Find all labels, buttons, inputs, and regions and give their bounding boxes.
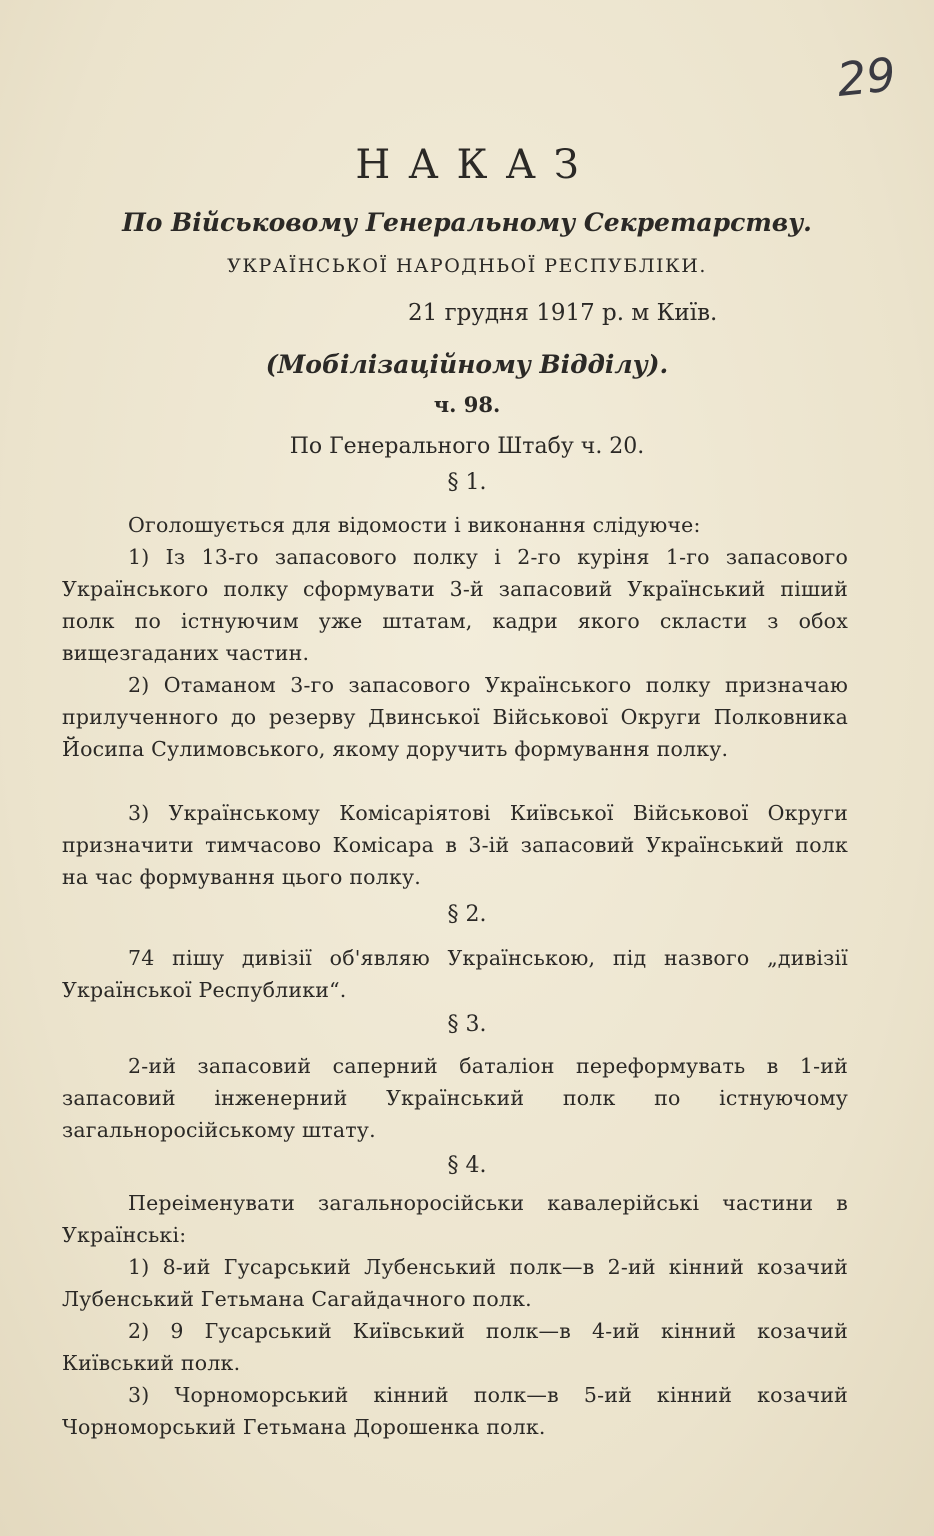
department: (Мобілізаційному Відділу). xyxy=(265,350,669,379)
paragraph: 3) Українському Комісаріятові Київської Військової Округи призначити тимчасово Комісара в 3-ій запасовий Український полк на час формування цього полку. xyxy=(62,801,848,889)
paragraph: Переіменувати загальноросійськи кавалерійські частини в Українські: xyxy=(62,1191,848,1247)
paragraph: 1) 8-ий Гусарський Лубенський полк—в 2-ий кінний козачий Лубенський Гетьмана Сагайдачного полк. xyxy=(62,1255,848,1311)
republic-name: УКРАЇНСЬКОЇ НАРОДНЬОЇ РЕСПУБЛІКИ. xyxy=(227,255,707,277)
issuing-body: По Військовому Генеральному Секретарству. xyxy=(122,208,812,237)
section-sign: § 3. xyxy=(447,1012,487,1037)
staff-order-number: По Генерального Штабу ч. 20. xyxy=(289,434,645,459)
section-sign: § 4. xyxy=(447,1153,487,1178)
paragraph: 1) Із 13-го запасового полку і 2-го куріня 1-го запасового Українського полку сформувати 3-й запасовий Український піший полк по істнуючим уже штатам, кадри якого скласти з обох вищезгаданих частин. xyxy=(62,545,848,665)
order-number: ч. 98. xyxy=(433,392,501,417)
folio-number: 29 xyxy=(834,47,899,107)
paragraph: 3) Чорноморський кінний полк—в 5-ий кінний козачий Чорноморський Гетьмана Дорошенка полк. xyxy=(62,1383,848,1439)
document-title: НАКАЗ xyxy=(355,142,597,188)
date-place: 21 грудня 1917 р. м Київ. xyxy=(408,300,718,326)
section-sign: § 2. xyxy=(447,902,487,927)
paragraph: 2) Отаманом 3-го запасового Українського полку призначаю прилученного до резерву Двинської Військової Округи Полковника Йосипа Сулимовського, якому доручить формування полку. xyxy=(62,673,848,761)
paragraph: 74 пішу дивізії об'являю Українською, під назвого „дивізії Української Республики“. xyxy=(62,946,848,1002)
section-sign: § 1. xyxy=(447,470,487,495)
paragraph: 2) 9 Гусарський Київський полк—в 4-ий кінний козачий Київський полк. xyxy=(62,1319,848,1375)
paragraph: 2-ий запасовий саперний баталіон переформувать в 1-ий запасовий інженерний Український полк по істнуючому загальноросійському штату. xyxy=(62,1054,848,1142)
paragraph: Оголошується для відомости і виконання слідуюче: xyxy=(128,513,701,537)
